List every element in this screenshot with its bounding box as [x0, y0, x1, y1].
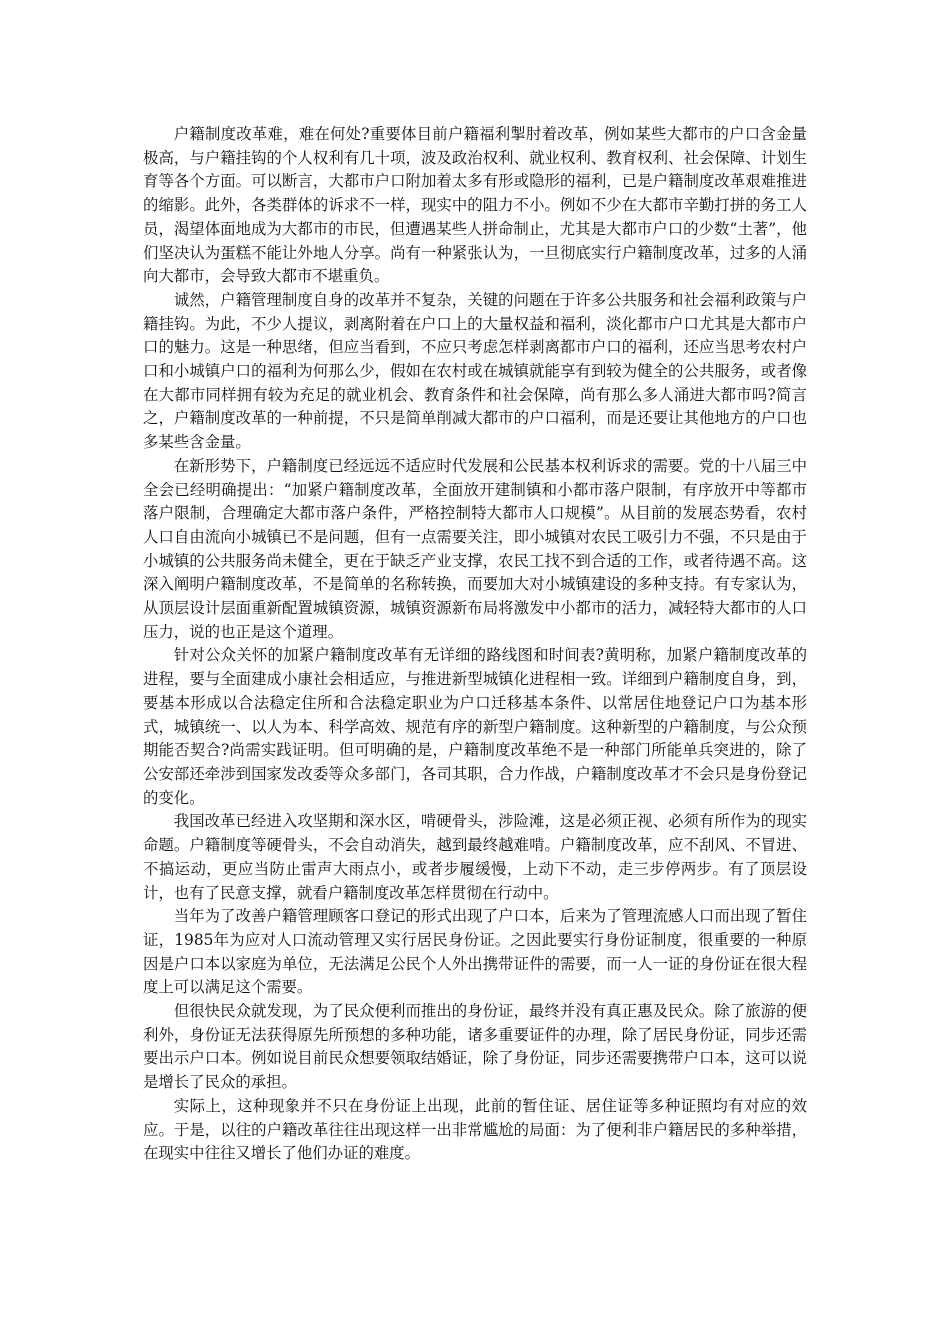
paragraph-7: 但很快民众就发现，为了民众便利而推出的身份证，最终并没有真正惠及民众。除了旅游的便利外，身份证无法获得原先所预想的多种功能，诸多重要证件的办理，除了居民身份证，同步还需要出示户口本。例如说目前民众想要领取结婚证，除了身份证，同步还需要携带户口本，这可以说是增长了民众的承担。: [143, 1002, 807, 1092]
paragraph-6: 当年为了改善户籍管理顾客口登记的形式出现了户口本，后来为了管理流感人口而出现了暂住证，1985年为应对人口流动管理又实行居民身份证。之因此要实行身份证制度，很重要的一种原因是户口本以家庭为单位，无法满足公民个人外出携带证件的需要，而一人一证的身份证在很大程度上可以满足这个需要。: [143, 907, 807, 997]
paragraph-3: 在新形势下，户籍制度已经远远不适应时代发展和公民基本权利诉求的需要。党的十八届三中全会已经明确提出：“加紧户籍制度改革，全面放开建制镇和小都市落户限制，有序放开中等都市落户限制，合理确定大都市落户条件，严格控制特大都市人口规模”。从目前的发展态势看，农村人口自由流向小城镇已不是问题，但有一点需要关注，即小城镇对农民工吸引力不强，不只是由于小城镇的公共服务尚未健全，更在于缺乏产业支撑，农民工找不到合适的工作，或者待遇不高。这深入阐明户籍制度改革，不是简单的名称转换，而要加大对小城镇建设的多种支持。有专家认为，从顶层设计层面重新配置城镇资源，城镇资源新布局将激发中小都市的活力，减轻特大都市的人口压力，说的也正是这个道理。: [143, 456, 807, 641]
paragraph-2: 诚然，户籍管理制度自身的改革并不复杂，关键的问题在于许多公共服务和社会福利政策与户籍挂钩。为此，不少人提议，剥离附着在户口上的大量权益和福利，淡化都市户口尤其是大都市户口的魅力。这是一种思绪，但应当看到，不应只考虑怎样剥离都市户口的福利，还应当思考农村户口和小城镇户口的福利为何那么少，假如在农村或在城镇就能享有到较为健全的公共服务，或者像在大都市同样拥有较为充足的就业机会、教育条件和社会保障，尚有那么多人涌进大都市吗?简言之，户籍制度改革的一种前提，不只是简单削减大都市的户口福利，而是还要让其他地方的户口也多某些含金量。: [143, 290, 807, 452]
paragraph-5: 我国改革已经进入攻坚期和深水区，啃硬骨头，涉险滩，这是必须正视、必须有所作为的现实命题。户籍制度等硬骨头，不会自动消失，越到最终越难啃。户籍制度改革，应不刮风、不冒进、不搞运动，更应当防止雷声大雨点小，或者步履缓慢，上动下不动，走三步停两步。有了顶层设计，也有了民意支撑，就看户籍制度改革怎样贯彻在行动中。: [143, 812, 807, 902]
article-body: [143, 123, 807, 1166]
paragraph-8: 实际上，这种现象并不只在身份证上出现，此前的暂住证、居住证等多种证照均有对应的效应。于是，以往的户籍改革往往出现这样一出非常尴尬的局面：为了便利非户籍居民的多种举措，在现实中往往又增长了他们办证的难度。: [143, 1096, 807, 1163]
paragraph-4: 针对公众关怀的加紧户籍制度改革有无详细的路线图和时间表?黄明称，加紧户籍制度改革的进程，要与全面建成小康社会相适应，与推进新型城镇化进程相一致。详细到户籍制度自身，到，要基本形成以合法稳定住所和合法稳定职业为户口迁移基本条件、以常居住地登记户口为基本形式，城镇统一、以人为本、科学高效、规范有序的新型户籍制度。这种新型的户籍制度，与公众预期能否契合?尚需实践证明。但可明确的是，户籍制度改革绝不是一种部门所能单兵突进的，除了公安部还牵涉到国家发改委等众多部门，各司其职，合力作战，户籍制度改革才不会只是身份登记的变化。: [143, 646, 807, 807]
paragraph-1: 户籍制度改革难，难在何处?重要体目前户籍福利掣肘着改革，例如某些大都市的户口含金量极高，与户籍挂钩的个人权利有几十项，波及政治权利、就业权利、教育权利、社会保障、计划生育等各个方面。可以断言，大都市户口附加着太多有形或隐形的福利，已是户籍制度改革艰难推进的缩影。此外，各类群体的诉求不一样，现实中的阻力不小。例如不少在大都市辛勤打拼的务工人员，渴望体面地成为大都市的市民，但遭遇某些人拼命制止，尤其是大都市户口的少数“土著”，他们坚决认为蛋糕不能让外地人分享。尚有一种紧张认为，一旦彻底实行户籍制度改革，过多的人涌向大都市，会导致大都市不堪重负。: [143, 125, 807, 286]
